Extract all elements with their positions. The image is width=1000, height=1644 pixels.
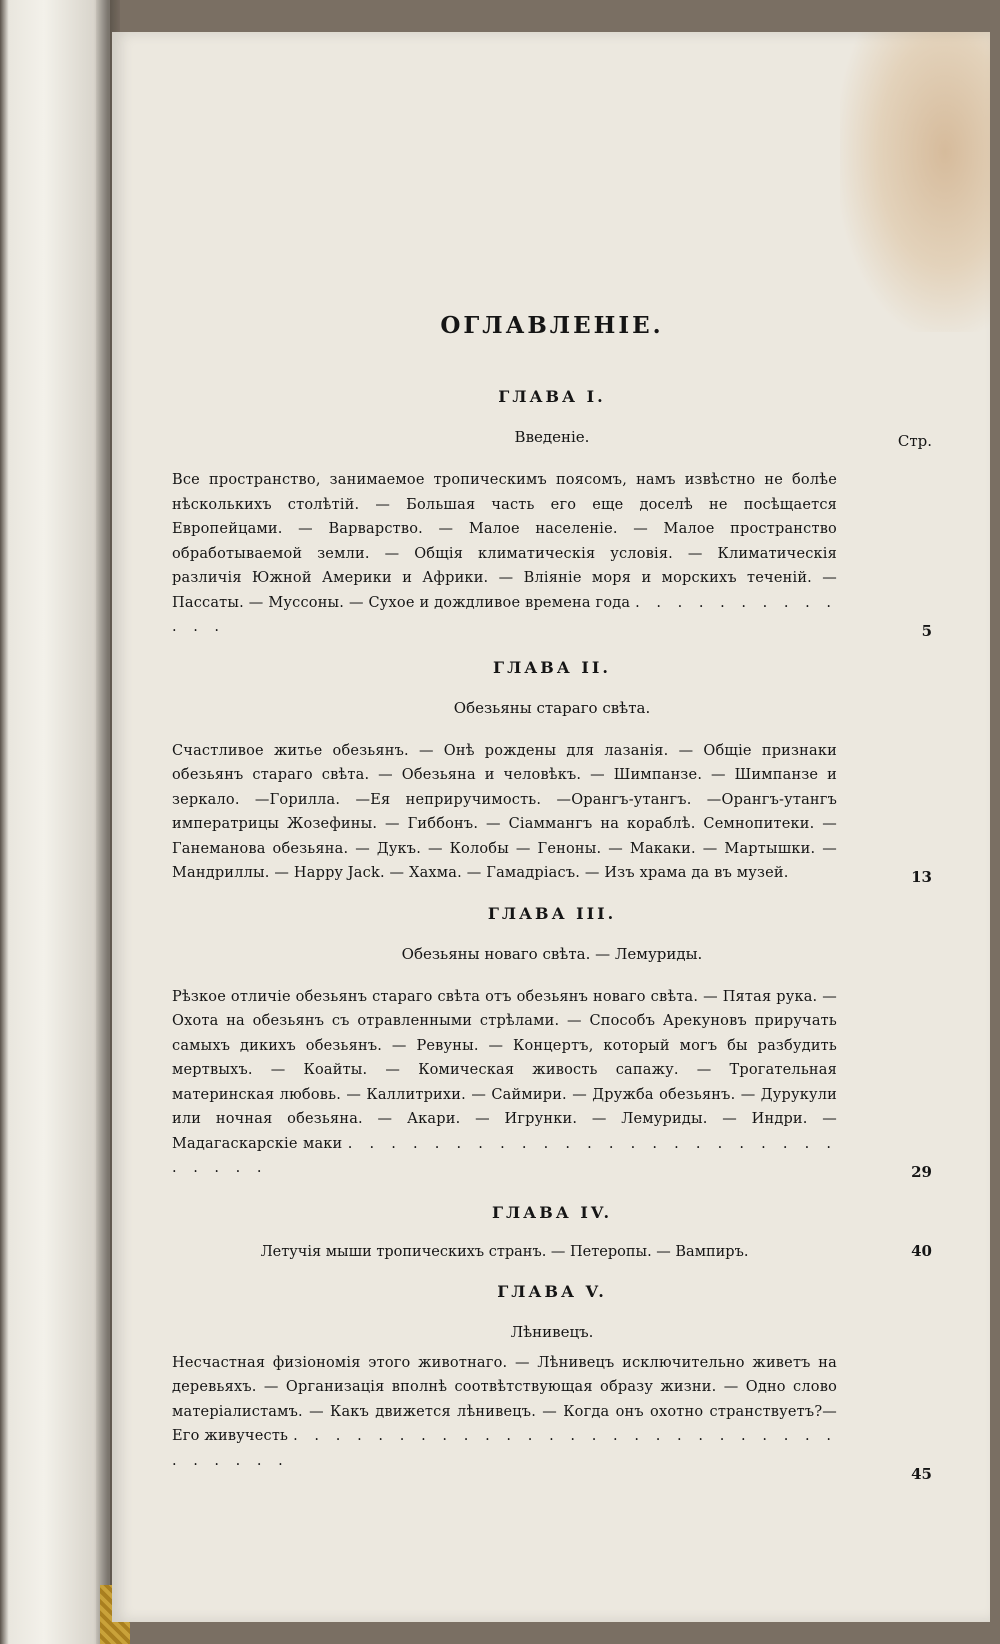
chapter-entry (172, 985, 932, 1181)
chapter-summary: Счастливое житье обезьянъ. — Онѣ рождены для лазанія. — Общіе признаки обезьянъ стараго свѣта. — Обезьяна и человѣкъ. — Шимпанзе. — Шимпанзе и зеркало. —Горилла. —Ея неприручимость. —Орангъ-утангъ. —Орангъ-утангъ императрицы Жозефины. — Гиббонъ. — Сіаммангъ на кораблѣ. Семнопитеки. — Ганеманова обезьяна. — Дукъ. — Колобы — Геноны. — Макаки. — Мартышки. — Мандриллы. — Happy Jack. — Хахма. — Гамадріасъ. — Изъ храма да въ музей. (172, 742, 837, 881)
chapter-subtitle: Обезьяны новаго свѣта. — Лемуриды. (401, 944, 703, 963)
chapter-subtitle: Лѣнивецъ. (510, 1322, 594, 1341)
chapter-heading: ГЛАВА II. (493, 657, 611, 677)
page-column-label: Стр. (897, 432, 932, 450)
chapter-2 (172, 658, 932, 886)
chapter-summary: Рѣзкое отличіе обезьянъ стараго свѣта отъ обезьянъ новаго свѣта. — Пятая рука. — Охота на обезьянъ съ отравленными стрѣлами. — Способъ Арекуновъ приручать самыхъ дикихъ обезьянъ. — Ревуны. — Концертъ, который могъ бы разбудить мертвыхъ. — Коайты. — Комическая живость сапажу. — Трогательная материнская любовь. — Каллитрихи. — Саймири. — Дружба обезьянъ. — Дурукули или ночная обезьяна. — Акари. — Игрунки. — Лемуриды. — Индри. — Мадагаскарскіе маки . . . . . . . . . . . . . . . . . . . . . . . . . . . . (172, 988, 837, 1176)
chapter-subtitle-row (172, 1323, 932, 1341)
chapter-heading: ГЛАВА V. (497, 1281, 607, 1301)
chapter-1 (172, 387, 932, 640)
chapter-summary: Все пространство, занимаемое тропическимъ поясомъ, намъ извѣстно не болѣе нѣсколькихъ столѣтій. — Большая часть его еще доселѣ не посѣщается Европейцами. — Варварство. — Малое населеніе. — Малое пространство обработываемой земли. — Общія климатическія условія. — Климатическія различія Южной Америки и Африки. — Вліяніе моря и морскихъ теченій. — Пассаты. — Муссоны. — Сухое и дождливое времена года . . . . . . . . . . . . . (172, 472, 838, 635)
chapter-summary: Несчастная физіономія этого животнаго. — Лѣнивецъ исключительно живетъ на деревьяхъ. — Организація вполнѣ соотвѣтствующая образу жизни. — Одно слово матеріалистамъ. — Какъ движется лѣнивецъ. — Когда онъ охотно странствуетъ?— Его живучесть . . . . . . . . . . . . . . . . . . . . . . . . . . . . . . . . (172, 1354, 837, 1469)
chapter-heading: ГЛАВА III. (487, 903, 617, 923)
water-stain (840, 32, 990, 332)
chapter-entry (172, 1241, 932, 1260)
chapter-5 (172, 1281, 932, 1483)
page-number: 13 (911, 867, 932, 886)
page-number: 29 (911, 1162, 932, 1181)
chapter-subtitle-row (172, 945, 932, 963)
chapter-entry (172, 468, 932, 640)
left-page-edge (0, 0, 110, 1644)
chapter-heading: ГЛАВА I. (498, 387, 606, 406)
chapter-subtitle-row (172, 428, 932, 450)
chapter-heading: ГЛАВА IV. (491, 1202, 613, 1222)
table-of-contents (172, 312, 932, 1483)
chapter-3 (172, 904, 932, 1181)
chapter-subtitle: Обезьяны стараго свѣта. (453, 698, 651, 717)
chapter-subtitle-row (172, 699, 932, 717)
page-number: 5 (921, 621, 932, 640)
chapter-subtitle: Введеніе. (514, 428, 590, 446)
page-number: 40 (911, 1241, 932, 1260)
page-number: 45 (911, 1465, 932, 1483)
book-page (112, 32, 990, 1622)
chapter-summary: Летучія мыши тропическихъ странъ. — Петеропы. — Вампиръ. (260, 1243, 749, 1260)
chapter-4 (172, 1203, 932, 1260)
chapter-entry (172, 1351, 932, 1483)
toc-title: ОГЛАВЛЕНІЕ. (440, 312, 664, 339)
chapter-entry (172, 739, 932, 886)
